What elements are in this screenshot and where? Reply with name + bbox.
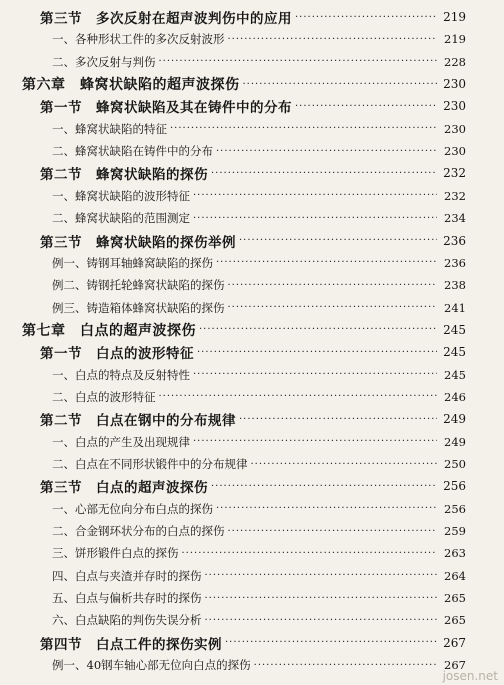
toc-item <box>52 587 466 609</box>
dot-leader <box>228 34 438 45</box>
toc-title: 例一、40钢车轴心部无位向白点的探伤 <box>52 658 251 673</box>
toc-item <box>52 364 466 386</box>
toc-title: 二、多次反射与判伤 <box>52 54 156 69</box>
toc-title: 二、蜂窝状缺陷的范围测定 <box>52 211 190 226</box>
toc-title: 例二、铸钢托轮蜂窝状缺陷的探伤 <box>52 278 225 293</box>
dot-leader <box>170 123 437 134</box>
toc-item <box>52 207 466 229</box>
toc-page-number: 267 <box>443 635 466 650</box>
toc-title: 第三节 白点的超声波探伤 <box>40 480 208 497</box>
dot-leader <box>228 302 438 313</box>
toc-section <box>40 6 466 28</box>
toc-section <box>40 408 466 430</box>
toc-page-number: 249 <box>443 412 466 427</box>
toc-title: 第四节 白点工件的探伤实例 <box>40 636 222 653</box>
dot-leader <box>205 615 438 626</box>
toc-title: 第三节 多次反射在超声波判伤中的应用 <box>40 11 292 27</box>
toc-item <box>52 498 466 520</box>
toc-title: 例三、铸造箱体蜂窝状缺陷的探伤 <box>52 300 225 315</box>
toc-item <box>52 565 466 587</box>
toc-page-number: 232 <box>444 188 466 203</box>
toc-item <box>52 453 466 475</box>
toc-page-number: 230 <box>443 77 466 92</box>
toc-item <box>52 51 466 73</box>
toc-page-number: 265 <box>444 591 466 606</box>
toc-item <box>52 28 466 50</box>
toc-title: 第六章 蜂窝状缺陷的超声波探伤 <box>22 77 240 94</box>
watermark: josen.net <box>442 669 498 683</box>
toc-title: 四、白点与夹渣并存时的探伤 <box>52 568 202 583</box>
toc-item <box>52 185 466 207</box>
toc-section <box>40 95 466 117</box>
toc-item <box>52 140 466 162</box>
toc-title: 第二节 白点在钢中的分布规律 <box>40 413 236 430</box>
toc-page-number: 236 <box>443 233 466 248</box>
dot-leader <box>205 593 438 604</box>
toc-title: 一、白点的特点及反射特性 <box>52 367 190 382</box>
toc-page-number: 238 <box>444 278 466 293</box>
dot-leader <box>216 257 437 268</box>
toc-chapter <box>22 73 466 95</box>
toc-section <box>40 632 466 654</box>
toc-title: 一、白点的产生及出现规律 <box>52 434 190 449</box>
dot-leader <box>159 56 438 67</box>
toc-section <box>40 230 466 252</box>
dot-leader <box>211 481 437 492</box>
toc-title: 一、蜂窝状缺陷的波形特征 <box>52 188 190 203</box>
toc-title: 二、合金钢环状分布的白点的探伤 <box>52 524 225 539</box>
dot-leader <box>228 280 438 291</box>
toc-title: 第二节 蜂窝状缺陷的探伤 <box>40 167 208 184</box>
toc-item <box>52 297 466 319</box>
dot-leader <box>228 526 438 537</box>
toc-title: 五、白点与偏析共存时的探伤 <box>52 591 202 606</box>
toc-page-number: 256 <box>444 501 466 516</box>
toc-item <box>52 609 466 631</box>
toc-title: 二、蜂窝状缺陷在铸件中的分布 <box>52 144 213 159</box>
toc-chapter <box>22 319 466 341</box>
dot-leader <box>295 12 437 23</box>
toc-section <box>40 475 466 497</box>
dot-leader <box>199 324 437 335</box>
toc-page-number: 259 <box>444 524 466 539</box>
toc-page-number: 250 <box>444 457 466 471</box>
toc-page-number: 230 <box>444 144 466 159</box>
dot-leader <box>239 235 437 246</box>
dot-leader <box>295 101 437 112</box>
dot-leader <box>216 146 437 157</box>
toc-page-number: 241 <box>444 300 466 315</box>
toc-title: 六、白点缺陷的判伤失误分析 <box>52 613 202 628</box>
toc-page-number: 245 <box>443 322 466 337</box>
toc-title: 三、饼形锻件白点的探伤 <box>52 546 179 561</box>
dot-leader <box>251 459 438 470</box>
toc-title: 第三节 蜂窝状缺陷的探伤举例 <box>40 234 236 251</box>
dot-leader <box>243 79 438 90</box>
toc-title: 第一节 蜂窝状缺陷及其在铸件中的分布 <box>40 100 292 117</box>
toc-page-number: 219 <box>444 32 466 47</box>
dot-leader <box>193 436 437 447</box>
dot-leader <box>197 347 437 358</box>
toc-page-number: 232 <box>443 166 466 181</box>
toc-page-number: 246 <box>444 389 466 404</box>
dot-leader <box>193 213 437 224</box>
dot-leader <box>193 369 437 380</box>
dot-leader <box>225 637 437 648</box>
toc-title: 一、蜂窝状缺陷的特征 <box>52 121 167 136</box>
toc-title: 第一节 白点的波形特征 <box>40 346 194 363</box>
toc-page-number: 249 <box>444 434 466 449</box>
toc-page-number: 234 <box>444 211 466 226</box>
toc-item <box>52 252 466 274</box>
toc-item <box>52 274 466 296</box>
toc-item <box>52 386 466 408</box>
toc-page-number: 245 <box>443 345 466 360</box>
toc-section <box>40 162 466 184</box>
toc-item <box>52 654 466 676</box>
toc-page-number: 230 <box>444 121 466 136</box>
toc-title: 二、白点的波形特征 <box>52 389 156 404</box>
dot-leader <box>216 503 437 514</box>
dot-leader <box>254 660 437 671</box>
toc-page-number: 267 <box>444 658 466 673</box>
toc-item <box>52 542 466 564</box>
toc-page-number: 219 <box>443 10 466 24</box>
toc-page-number: 245 <box>444 367 466 382</box>
dot-leader <box>182 548 438 559</box>
dot-leader <box>211 168 437 179</box>
toc-page-number: 264 <box>444 568 466 583</box>
toc-page-number: 263 <box>444 546 466 561</box>
toc-page-number: 228 <box>444 54 466 69</box>
toc-page-number: 230 <box>443 99 466 114</box>
toc-item <box>52 118 466 140</box>
dot-leader <box>159 391 438 402</box>
toc-item <box>52 520 466 542</box>
toc-page-number: 256 <box>443 479 466 494</box>
toc-section <box>40 341 466 363</box>
toc-page-number: 265 <box>444 613 466 628</box>
toc-item <box>52 431 466 453</box>
dot-leader <box>205 570 438 581</box>
toc-title: 一、心部无位向分布白点的探伤 <box>52 501 213 516</box>
dot-leader <box>193 190 437 201</box>
toc-title: 一、各种形状工件的多次反射波形 <box>52 32 225 47</box>
dot-leader <box>239 414 437 425</box>
toc-title: 二、白点在不同形状锻件中的分布规律 <box>52 457 248 471</box>
toc-title: 例一、铸钢耳轴蜂窝缺陷的探伤 <box>52 255 213 270</box>
toc-page-number: 236 <box>444 255 466 270</box>
toc-title: 第七章 白点的超声波探伤 <box>22 322 196 339</box>
